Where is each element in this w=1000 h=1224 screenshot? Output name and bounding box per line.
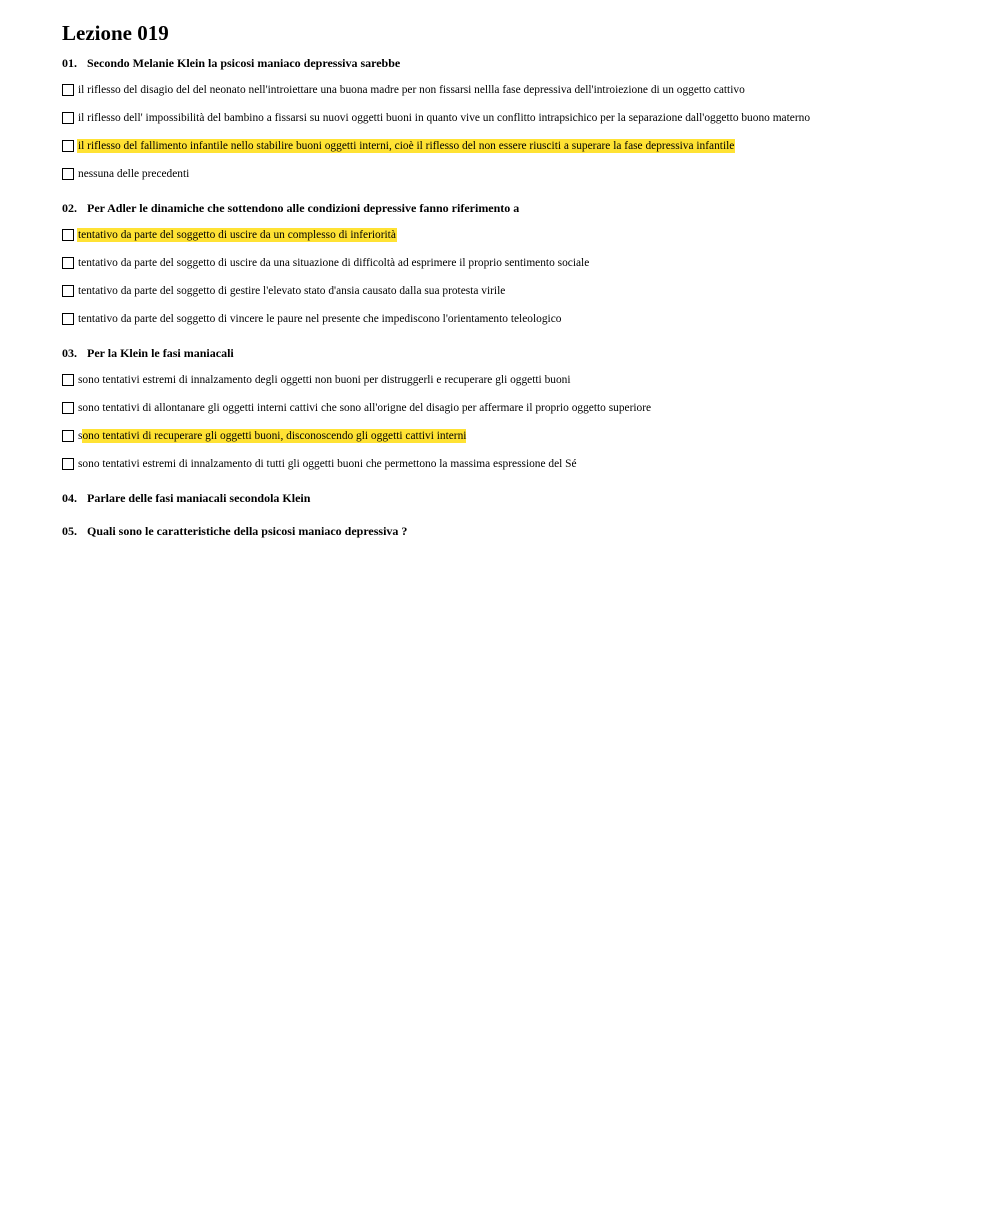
option-text: tentativo da parte del soggetto di uscire da un complesso di inferiorità xyxy=(78,229,396,241)
question-heading xyxy=(62,524,962,538)
question-05 xyxy=(62,524,962,538)
option-text: il riflesso dell' impossibilità del bambino a fissarsi su nuovi oggetti buoni in quanto vive un conflitto intrapsichico per la separazione dall'oggetto buono materno xyxy=(78,112,811,124)
option-list xyxy=(62,372,962,472)
question-text: Per Adler le dinamiche che sottendono alle condizioni depressive fanno riferimento a xyxy=(87,201,520,215)
answer-option[interactable] xyxy=(62,110,962,126)
option-text: sono tentativi estremi di innalzamento di tutti gli oggetti buoni che permettono la massima espressione del Sé xyxy=(78,458,577,470)
checkbox[interactable] xyxy=(62,257,74,269)
question-number: 04. xyxy=(62,491,77,505)
option-text: tentativo da parte del soggetto di vincere le paure nel presente che impediscono l'orientamento teleologico xyxy=(78,313,562,325)
question-heading xyxy=(62,346,962,360)
checkbox[interactable] xyxy=(62,458,74,470)
answer-option[interactable] xyxy=(62,82,962,98)
question-text: Per la Klein le fasi maniacali xyxy=(87,346,234,360)
option-text: tentativo da parte del soggetto di uscire da una situazione di difficoltà ad esprimere il proprio sentimento sociale xyxy=(78,257,590,269)
checkbox[interactable] xyxy=(62,229,74,241)
question-01 xyxy=(62,56,962,182)
option-text: ono tentativi di recuperare gli oggetti buoni, disconoscendo gli oggetti cattivi interni xyxy=(82,430,467,442)
option-text: sono tentativi di allontanare gli oggetti interni cattivi che sono all'origne del disagio per affermare il proprio oggetto superiore xyxy=(78,402,652,414)
question-03 xyxy=(62,346,962,472)
option-text: il riflesso del disagio del del neonato nell'introiettare una buona madre per non fissarsi nellla fase depressiva dell'introiezione di un oggetto cattivo xyxy=(78,84,745,96)
option-text: sono tentativi estremi di innalzamento degli oggetti non buoni per distruggerli e recuperare gli oggetti buoni xyxy=(78,374,571,386)
checkbox[interactable] xyxy=(62,168,74,180)
answer-option[interactable] xyxy=(62,255,962,271)
checkbox[interactable] xyxy=(62,313,74,325)
answer-option[interactable] xyxy=(62,283,962,299)
option-text-prefix: s xyxy=(78,430,83,442)
answer-option-highlighted[interactable] xyxy=(62,227,962,243)
answer-option[interactable] xyxy=(62,400,962,416)
checkbox[interactable] xyxy=(62,84,74,96)
checkbox[interactable] xyxy=(62,140,74,152)
question-text: Parlare delle fasi maniacali secondola Klein xyxy=(87,491,311,505)
option-list xyxy=(62,82,962,182)
question-number: 03. xyxy=(62,346,77,360)
question-heading xyxy=(62,56,962,70)
answer-option-highlighted[interactable] xyxy=(62,138,962,154)
answer-option[interactable] xyxy=(62,456,962,472)
checkbox[interactable] xyxy=(62,430,74,442)
question-02 xyxy=(62,201,962,327)
question-number: 02. xyxy=(62,201,77,215)
option-text: nessuna delle precedenti xyxy=(78,168,190,180)
question-04 xyxy=(62,491,962,505)
answer-option[interactable] xyxy=(62,311,962,327)
checkbox[interactable] xyxy=(62,112,74,124)
question-text: Secondo Melanie Klein la psicosi maniaco depressiva sarebbe xyxy=(87,56,401,70)
answer-option-highlighted[interactable] xyxy=(62,428,962,444)
document-page xyxy=(62,20,962,538)
checkbox[interactable] xyxy=(62,285,74,297)
checkbox[interactable] xyxy=(62,402,74,414)
option-text: il riflesso del fallimento infantile nello stabilire buoni oggetti interni, cioè il riflesso del non essere riusciti a superare la fase depressiva infantile xyxy=(78,140,735,152)
page-title: Lezione 019 xyxy=(62,21,169,45)
option-list xyxy=(62,227,962,327)
question-heading xyxy=(62,491,962,505)
question-number: 05. xyxy=(62,524,77,538)
question-number: 01. xyxy=(62,56,77,70)
answer-option[interactable] xyxy=(62,166,962,182)
checkbox[interactable] xyxy=(62,374,74,386)
question-text: Quali sono le caratteristiche della psicosi maniaco depressiva ? xyxy=(87,524,408,538)
question-heading xyxy=(62,201,962,215)
answer-option[interactable] xyxy=(62,372,962,388)
option-text: tentativo da parte del soggetto di gestire l'elevato stato d'ansia causato dalla sua protesta virile xyxy=(78,285,506,297)
